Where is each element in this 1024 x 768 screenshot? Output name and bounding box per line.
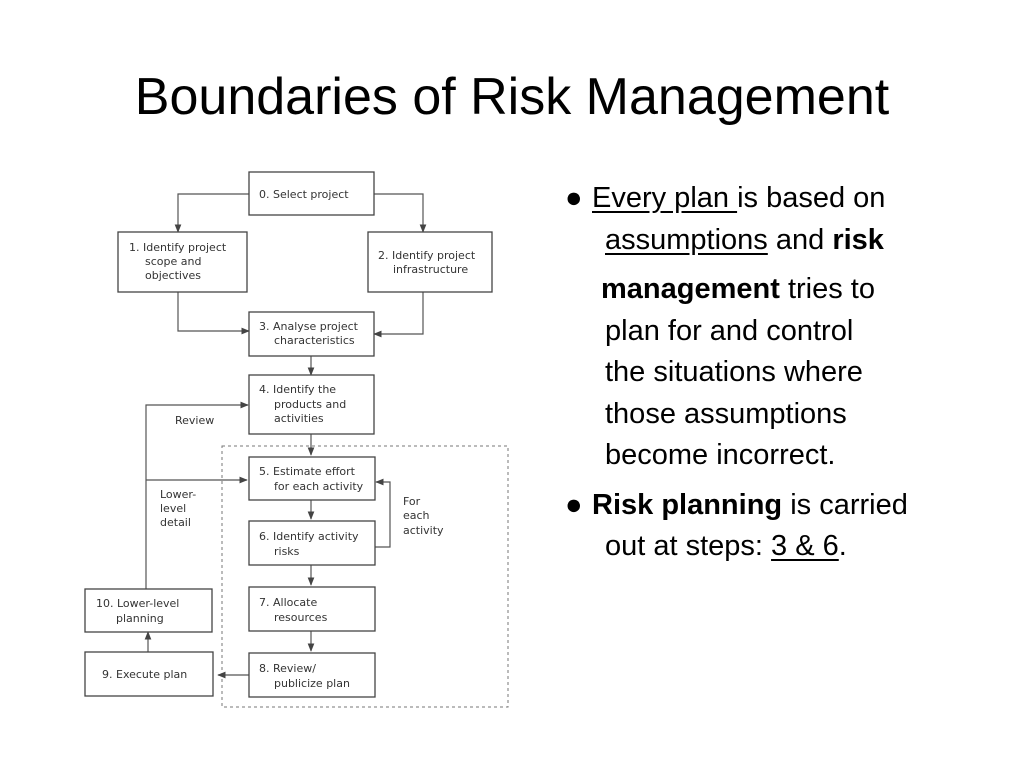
step-10-lower-level-planning bbox=[85, 589, 212, 632]
annotation-lower-level-detail bbox=[160, 488, 200, 529]
step-7-allocate-resources bbox=[249, 587, 375, 631]
step-8-review-publicize bbox=[249, 653, 375, 697]
step-2-text: 2. Identify project infrastructure bbox=[378, 249, 476, 276]
step-0-text: 0. Select project bbox=[259, 188, 349, 201]
term-every-plan: Every plan bbox=[592, 182, 738, 214]
step-9-text: 9. Execute plan bbox=[102, 668, 188, 681]
term-management: management bbox=[601, 273, 780, 305]
svg-text:For each activity: For each activity bbox=[403, 495, 444, 537]
bullet-text: is based on bbox=[737, 182, 886, 214]
step-7-text: 7. Allocate resources bbox=[259, 596, 328, 624]
term-risk: risk bbox=[832, 223, 884, 256]
step-6-identify-risks bbox=[249, 521, 375, 565]
term-assumptions: assumptions bbox=[605, 223, 768, 256]
step-4-identify-products bbox=[249, 375, 374, 434]
bullet-line: the situations where bbox=[605, 356, 863, 388]
step-6-text: 6. Identify activity risks bbox=[259, 530, 359, 558]
bullet-list bbox=[565, 178, 1005, 568]
step-3-text: 3. Analyse project characteristics bbox=[259, 320, 358, 347]
term-risk-planning: Risk planning bbox=[592, 488, 783, 521]
bullet-line: plan for and control bbox=[605, 314, 854, 347]
step-5-estimate-effort bbox=[249, 457, 375, 500]
svg-text:Lower- level detai: Lower- level detail bbox=[160, 488, 197, 529]
bullet-every-plan bbox=[565, 178, 1005, 477]
step-1-identify-scope bbox=[118, 232, 247, 292]
bullet-text: tries to bbox=[779, 273, 875, 305]
bullet-risk-planning bbox=[565, 485, 1005, 568]
bullet-text: out at steps: bbox=[605, 530, 772, 562]
annotation-for-each-activity bbox=[403, 495, 444, 537]
bullet-text: and bbox=[767, 223, 833, 256]
step-1-text: 1. Identify project scope and objectives bbox=[129, 241, 227, 282]
step-4-text: 4. Identify the products and activities bbox=[259, 383, 347, 425]
slide-title: Boundaries of Risk Management bbox=[134, 68, 890, 126]
bullet-text: . bbox=[838, 530, 847, 562]
bullet-line: those assumptions bbox=[605, 397, 847, 430]
bullet-line: become incorrect. bbox=[605, 439, 836, 471]
step-0-select-project bbox=[249, 172, 374, 215]
bullet-marker: ● bbox=[565, 488, 583, 521]
bullet-text: is carried bbox=[782, 488, 908, 521]
step-2-identify-infrastructure bbox=[368, 232, 492, 292]
annotation-review bbox=[175, 414, 214, 427]
steps-reference: 3 & 6 bbox=[771, 530, 839, 562]
step-3-analyse-characteristics bbox=[249, 312, 374, 356]
bullet-marker: ● bbox=[565, 182, 583, 214]
step-9-execute-plan bbox=[85, 652, 213, 696]
svg-text:Review: Review bbox=[175, 414, 215, 427]
step-8-text: 8. Review/ publicize plan bbox=[259, 662, 350, 690]
step-10-text: 10. Lower-level planning bbox=[96, 597, 180, 625]
step-5-text: 5. Estimate effort for each activity bbox=[259, 465, 364, 493]
